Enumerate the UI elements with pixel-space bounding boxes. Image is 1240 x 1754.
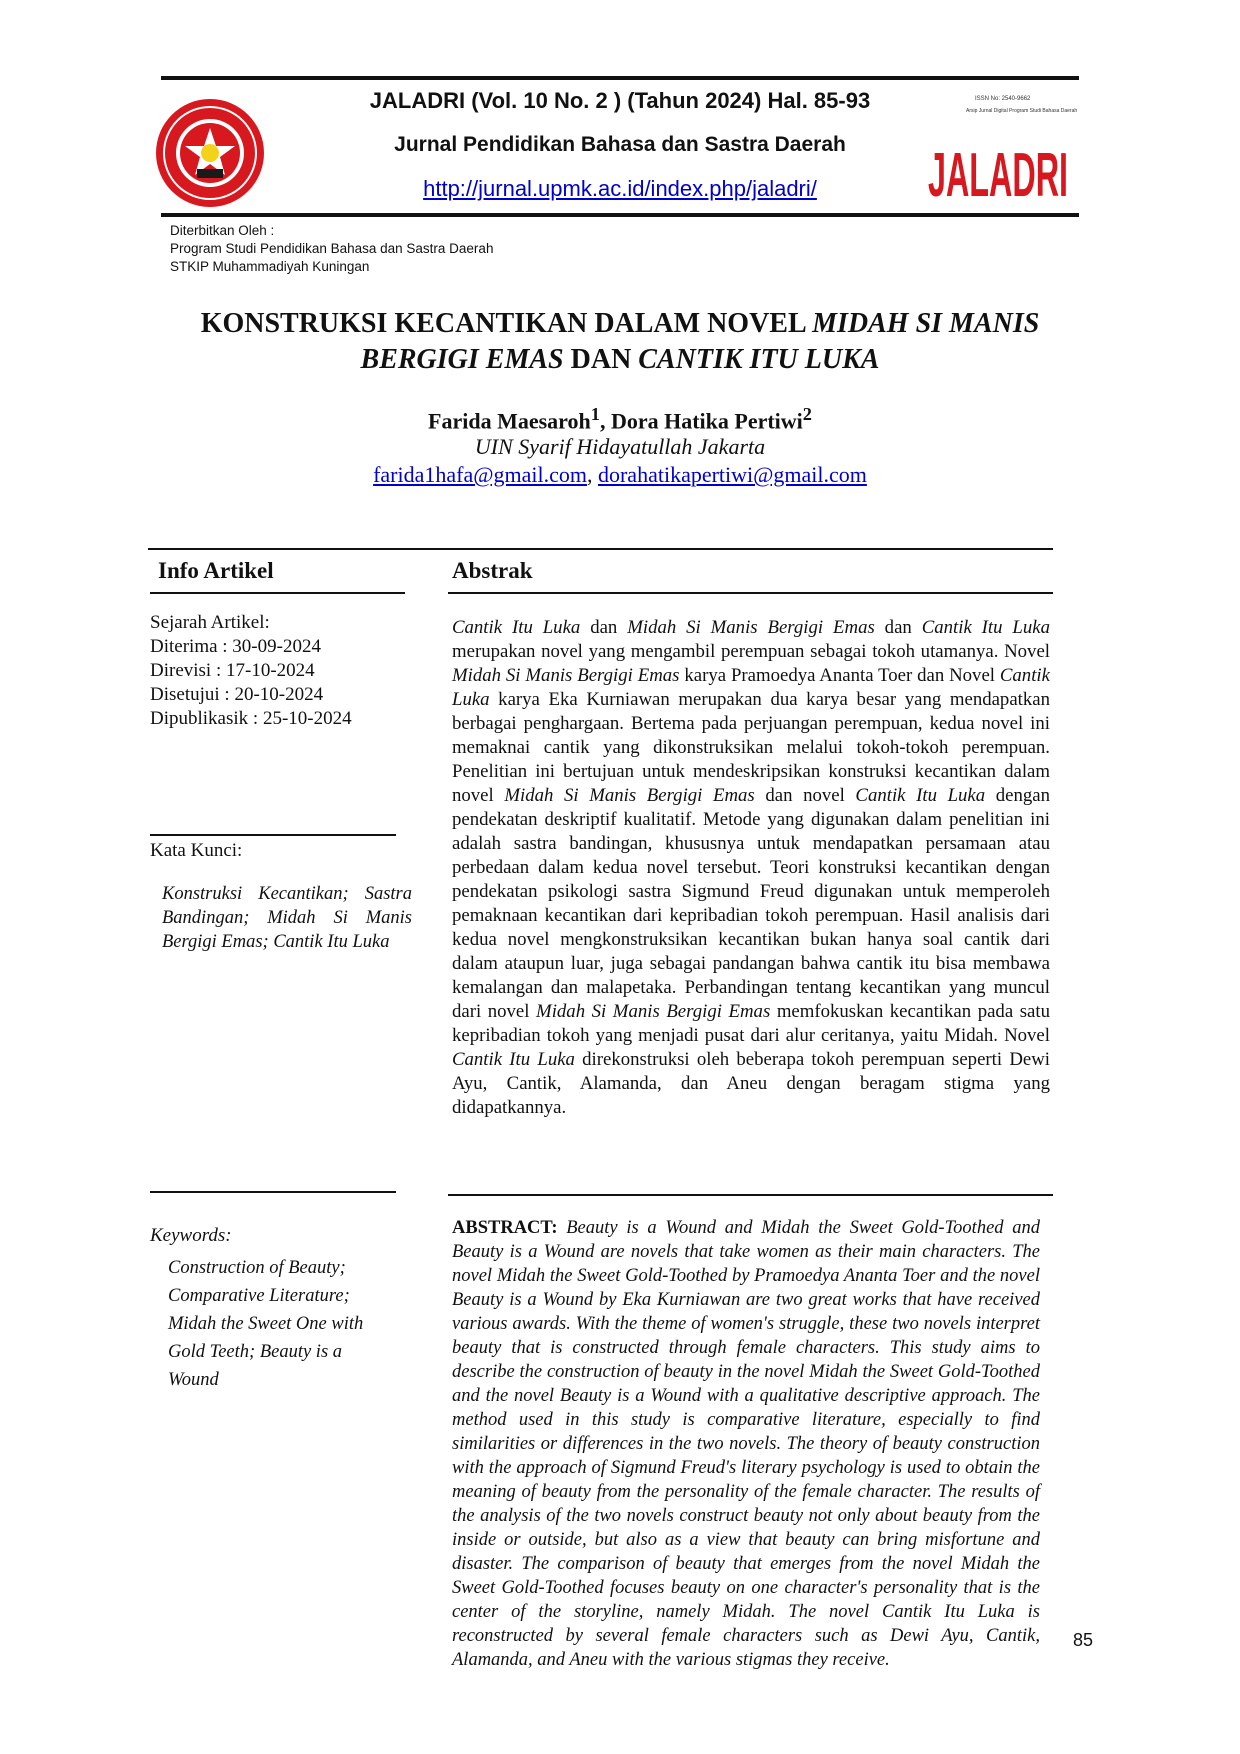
accepted-date: Disetujui : 20-10-2024 <box>150 684 324 705</box>
kata-kunci-label: Kata Kunci: <box>150 840 243 861</box>
abstrak-text: direkonstruksi oleh beberapa tokoh perempuan seperti Dewi Ayu, Cantik, Alamanda, dan Aneu dengan beragam stigma yang didapatkannya. <box>452 1049 1051 1118</box>
article-title <box>140 306 1100 378</box>
keywords-rule <box>150 1191 396 1193</box>
keyword-item: Wound <box>168 1370 219 1390</box>
issn-text: ISSN No: 2540-9662 <box>975 96 1031 102</box>
author-separator: , <box>599 408 611 434</box>
abstrak-italic: Cantik Itu Luka <box>921 617 1050 638</box>
abstrak-bottom-rule <box>448 1194 1053 1196</box>
abstract-text: Beauty is a Wound and Midah the Sweet Gold-Toothed and Beauty is a Wound are novels that take women as their main characters. The novel Midah the Sweet Gold-Toothed by Pramoedya Ananta Toer and the novel Beauty is a Wound by Eka Kurniawan are two great works that have received various awards. With the theme of women's struggle, these two novels interpret beauty that is constructed through female characters. This study aims to describe the construction of beauty in the novel Midah the Sweet Gold-Toothed and the novel Beauty is a Wound with a qualitative descriptive approach. The method used in this study is comparative literature, especially to find similarities or differences in the two novels. The theory of beauty construction with the approach of Sigmund Freud's literary psychology is used to obtain the meaning of beauty from the personality of the female character. The results of the analysis of the two novels construct beauty not only about beauty from the inside or outside, but also as a view that beauty can bring misfortune and disaster. The comparison of beauty that emerges from the novel Midah the Sweet Gold-Toothed focuses beauty on one character's personality that is the center of the storyline, namely Midah. The novel Cantik Itu Luka is reconstructed by several female characters such as Dewi Ayu, Cantik, Alamanda, and Aneu with the various stigmas they receive. <box>452 1218 1040 1670</box>
email-link-1[interactable]: farida1hafa@gmail.com <box>373 462 587 487</box>
email-separator: , <box>586 462 598 487</box>
abstrak-italic: Cantik Luka <box>452 665 1050 710</box>
author-1: Farida Maesaroh <box>428 408 591 434</box>
abstrak-text: dan <box>874 617 922 638</box>
journal-url-link[interactable]: http://jurnal.upmk.ac.id/index.php/jaladri/ <box>423 176 817 201</box>
abstrak-text: dan <box>580 617 628 638</box>
journal-volume-line: JALADRI (Vol. 10 No. 2 ) (Tahun 2024) Hal. 85-93 <box>369 88 871 113</box>
title-part-3: DAN <box>563 344 639 375</box>
author-line <box>140 404 1100 434</box>
info-artikel-heading: Info Artikel <box>158 558 274 583</box>
abstrak-heading-rule <box>448 592 1053 594</box>
abstrak-text: merupakan novel yang mengambil perempuan sebagai tokoh utamanya. Novel <box>452 641 1050 662</box>
abstrak-italic: Midah Si Manis Bergigi Emas <box>452 665 680 686</box>
abstract-label: ABSTRACT: <box>452 1218 558 1238</box>
jaladri-logo <box>926 110 1070 210</box>
abstrak-italic: Cantik Itu Luka <box>452 1049 575 1070</box>
article-history <box>150 611 352 731</box>
keywords-label: Keywords: <box>150 1225 232 1246</box>
institution-seal-icon <box>153 96 267 210</box>
author-2-sup: 2 <box>802 404 812 424</box>
abstrak-paragraph <box>452 616 1050 1120</box>
keyword-item: Midah the Sweet One with <box>168 1314 364 1334</box>
email-line <box>140 462 1100 488</box>
title-part-1: KONSTRUKSI KECANTIKAN DALAM NOVEL <box>200 308 813 339</box>
abstrak-italic: Midah Si Manis Bergigi Emas <box>627 617 875 638</box>
abstrak-italic: Cantik Itu Luka <box>452 617 581 638</box>
abstrak-italic: Cantik Itu Luka <box>855 785 986 806</box>
abstrak-text: dengan pendekatan deskriptif kualitatif. Metode yang digunakan dalam penelitian ini adalah sastra bandingan, khususnya untuk mendapatkan persamaan atau perbedaan dalam kedua novel tersebut. Teori konstruksi kecantikan dengan pendekatan psikologi sastra Sigmund Freud digunakan untuk memperoleh pemaknaan kecantikan dari kepribadian tokoh perempuan. Hasil analisis dari kedua novel mengkonstruksikan kecantikan bukan hanya soal cantik dari dalam ataupun luar, juga sebagai pandangan bahwa cantik itu bisa membawa kemalangan dan malapetaka. Perbandingan tentang kecantikan yang muncul dari novel <box>452 785 1050 1022</box>
abstrak-italic: Midah Si Manis Bergigi Emas <box>536 1001 771 1022</box>
publisher-block <box>170 222 493 276</box>
info-heading-rule <box>150 592 405 594</box>
kata-kunci-rule <box>150 834 396 836</box>
affiliation: UIN Syarif Hidayatullah Jakarta <box>474 434 766 459</box>
published-date: Dipublikasik : 25-10-2024 <box>150 708 352 729</box>
publisher-line-2: Program Studi Pendidikan Bahasa dan Sastra Daerah <box>170 241 494 256</box>
received-date: Diterima : 30-09-2024 <box>150 636 321 657</box>
kata-kunci-list: Konstruksi Kecantikan; Sastra Bandingan; Midah Si Manis Bergigi Emas; Cantik Itu Luka <box>162 884 412 952</box>
title-part-4: CANTIK ITU LUKA <box>638 344 880 375</box>
keyword-item: Comparative Literature; <box>168 1286 350 1306</box>
abstrak-text: karya Pramoedya Ananta Toer dan Novel <box>679 665 1000 686</box>
revised-date: Direvisi : 17-10-2024 <box>150 660 315 681</box>
title-part-2: MIDAH SI MANIS BERGIGI EMAS <box>360 308 1040 375</box>
abstrak-heading: Abstrak <box>452 558 533 583</box>
keywords-list <box>168 1254 408 1394</box>
email-link-2[interactable]: dorahatikapertiwi@gmail.com <box>597 462 867 487</box>
publisher-line-1: Diterbitkan Oleh : <box>170 223 275 238</box>
abstrak-text: karya Eka Kurniawan merupakan dua karya besar yang mendapatkan berbagai penghargaan. Bertema pada perjuangan perempuan, kedua novel ini memaknai cantik yang dikonstruksikan melalui tokoh-tokoh perempuan. Penelitian ini bertujuan untuk mendeskripsikan konstruksi kecantikan dalam novel <box>452 689 1050 806</box>
abstrak-text: dan novel <box>754 785 856 806</box>
abstrak-text: memfokuskan kecantikan pada satu kepribadian tokoh yang menjadi pusat dari alur ceritanya, yaitu Midah. Novel <box>452 1001 1050 1046</box>
header-top-rule <box>161 76 1079 80</box>
keyword-item: Gold Teeth; Beauty is a <box>168 1342 343 1362</box>
author-1-sup: 1 <box>590 404 600 424</box>
abstrak-italic: Midah Si Manis Bergigi Emas <box>504 785 755 806</box>
keyword-item: Construction of Beauty; <box>168 1258 346 1278</box>
author-2: Dora Hatika Pertiwi <box>610 408 803 434</box>
page-number: 85 <box>1073 1630 1094 1650</box>
header-bottom-rule <box>161 213 1079 217</box>
journal-name: Jurnal Pendidikan Bahasa dan Sastra Daerah <box>394 133 846 156</box>
publisher-line-3: STKIP Muhammadiyah Kuningan <box>170 259 370 274</box>
history-label: Sejarah Artikel: <box>150 612 270 633</box>
logo-subtitle: Arsip Jurnal Digital Program Studi Bahasa Daerah <box>966 108 1078 114</box>
jaladri-logo-text: JALADRI <box>928 141 1068 210</box>
abstract-english-paragraph <box>452 1216 1040 1672</box>
section-top-rule <box>148 548 1053 550</box>
